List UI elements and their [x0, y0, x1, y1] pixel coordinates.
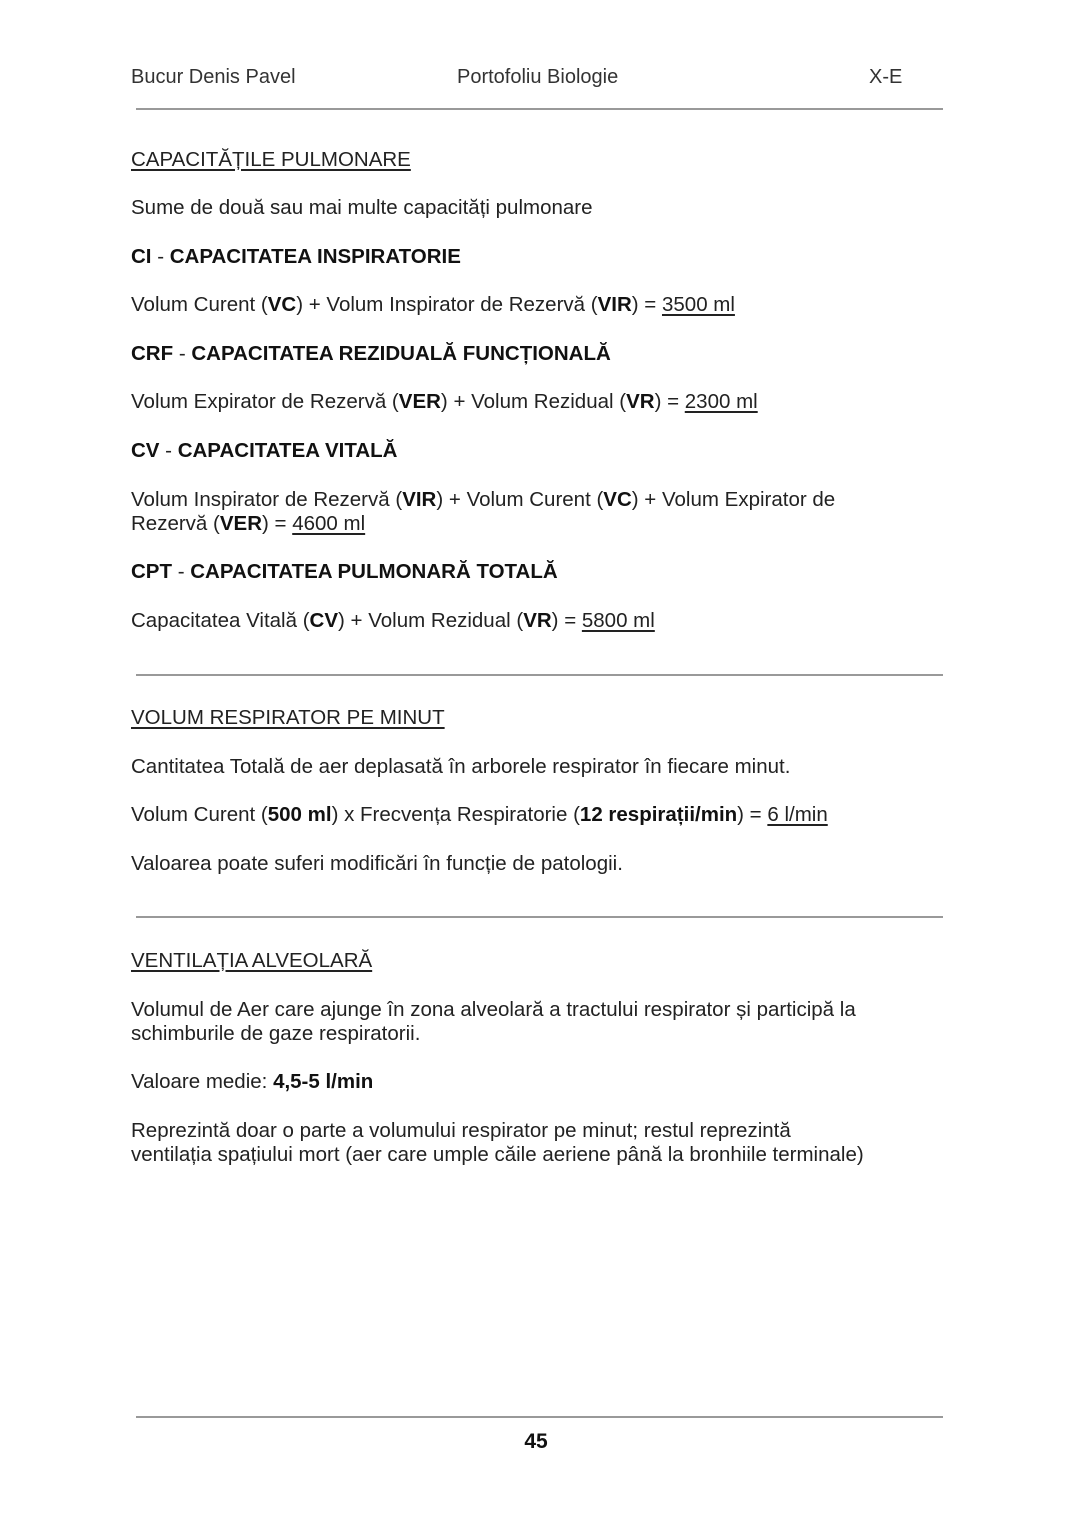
t: Volum Inspirator de Rezervă (: [131, 488, 403, 511]
abbr: CV: [131, 439, 160, 462]
t: Rezervă (: [131, 512, 220, 535]
t: VC: [267, 293, 297, 316]
abbr: CRF: [131, 342, 174, 365]
footer-divider: [136, 1416, 943, 1418]
abbr: CPT: [131, 560, 172, 583]
sep: -: [159, 439, 178, 462]
ci-formula: [131, 293, 735, 317]
cpt-formula: [131, 609, 655, 633]
note-cont: ventilația spațiului mort (aer care umple căile aeriene până la bronhiile terminale): [131, 1143, 864, 1166]
t: ) =: [551, 609, 582, 632]
page-number: 45: [524, 1430, 548, 1453]
t: VIR: [402, 488, 437, 511]
t: Volum Expirator de Rezervă (: [131, 390, 399, 413]
t: ) =: [654, 390, 685, 413]
section-intro: Cantitatea Totală de aer deplasată în arborele respirator în fiecare minut.: [131, 755, 791, 778]
crf-formula: [131, 390, 758, 414]
result: 2300 ml: [684, 390, 758, 413]
t: Volum Curent (: [131, 803, 268, 826]
t: ) =: [631, 293, 662, 316]
t: Volum Curent (: [131, 293, 268, 316]
header-title: Portofoliu Biologie: [457, 66, 619, 88]
t: VIR: [597, 293, 632, 316]
section-intro-cont: schimburile de gaze respiratorii.: [131, 1022, 421, 1045]
t: Capacitatea Vitală (: [131, 609, 310, 632]
t: ) =: [737, 803, 768, 826]
result: 4600 ml: [292, 512, 366, 535]
cpt-heading: [131, 560, 558, 584]
sep: -: [172, 560, 191, 583]
name: CAPACITATEA VITALĂ: [177, 439, 398, 462]
section-title: VENTILAȚIA ALVEOLARĂ: [131, 949, 373, 972]
t: ) + Volum Rezidual (: [440, 390, 627, 413]
value: 4,5-5 l/min: [273, 1070, 374, 1093]
t: VC: [603, 488, 632, 511]
t: ) x Frecvența Respiratorie (: [331, 803, 580, 826]
sep: -: [173, 342, 192, 365]
header-author: Bucur Denis Pavel: [131, 66, 296, 88]
sep: -: [151, 245, 170, 268]
section-intro: Sume de două sau mai multe capacități pulmonare: [131, 196, 593, 219]
t: CV: [309, 609, 339, 632]
result: 5800 ml: [581, 609, 655, 632]
section-divider: [136, 916, 943, 918]
t: ) + Volum Expirator de: [631, 488, 836, 511]
result: 3500 ml: [661, 293, 735, 316]
section-intro: Volumul de Aer care ajunge în zona alveolară a tractului respirator și participă la: [131, 998, 856, 1021]
section-title: CAPACITĂȚILE PULMONARE: [131, 148, 411, 171]
crf-heading: [131, 342, 611, 366]
t: ) + Volum Curent (: [436, 488, 604, 511]
label: Valoare medie:: [131, 1070, 274, 1093]
t: ) + Volum Inspirator de Rezervă (: [296, 293, 598, 316]
vrm-formula: [131, 803, 828, 827]
name: CAPACITATEA INSPIRATORIE: [169, 245, 461, 268]
name: CAPACITATEA PULMONARĂ TOTALĂ: [190, 560, 558, 583]
t: ) =: [262, 512, 293, 535]
ci-heading: [131, 245, 461, 269]
t: VER: [219, 512, 263, 535]
header-class: X-E: [869, 66, 903, 88]
t: 500 ml: [267, 803, 332, 826]
header-divider: [136, 108, 943, 110]
note: Valoarea poate suferi modificări în funcție de patologii.: [131, 852, 623, 875]
cv-formula-cont: [131, 512, 365, 536]
abbr: CI: [131, 245, 152, 268]
section-divider: [136, 674, 943, 676]
t: VR: [626, 390, 655, 413]
result: 6 l/min: [767, 803, 828, 826]
t: VR: [523, 609, 552, 632]
name: CAPACITATEA REZIDUALĂ FUNCȚIONALĂ: [191, 342, 611, 365]
t: VER: [398, 390, 441, 413]
section-title: VOLUM RESPIRATOR PE MINUT: [131, 706, 445, 729]
cv-heading: [131, 439, 398, 463]
note: Reprezintă doar o parte a volumului respirator pe minut; restul reprezintă: [131, 1119, 791, 1142]
cv-formula: [131, 488, 835, 512]
t: 12 respirații/min: [579, 803, 738, 826]
t: ) + Volum Rezidual (: [338, 609, 524, 632]
average-value: [131, 1070, 373, 1094]
